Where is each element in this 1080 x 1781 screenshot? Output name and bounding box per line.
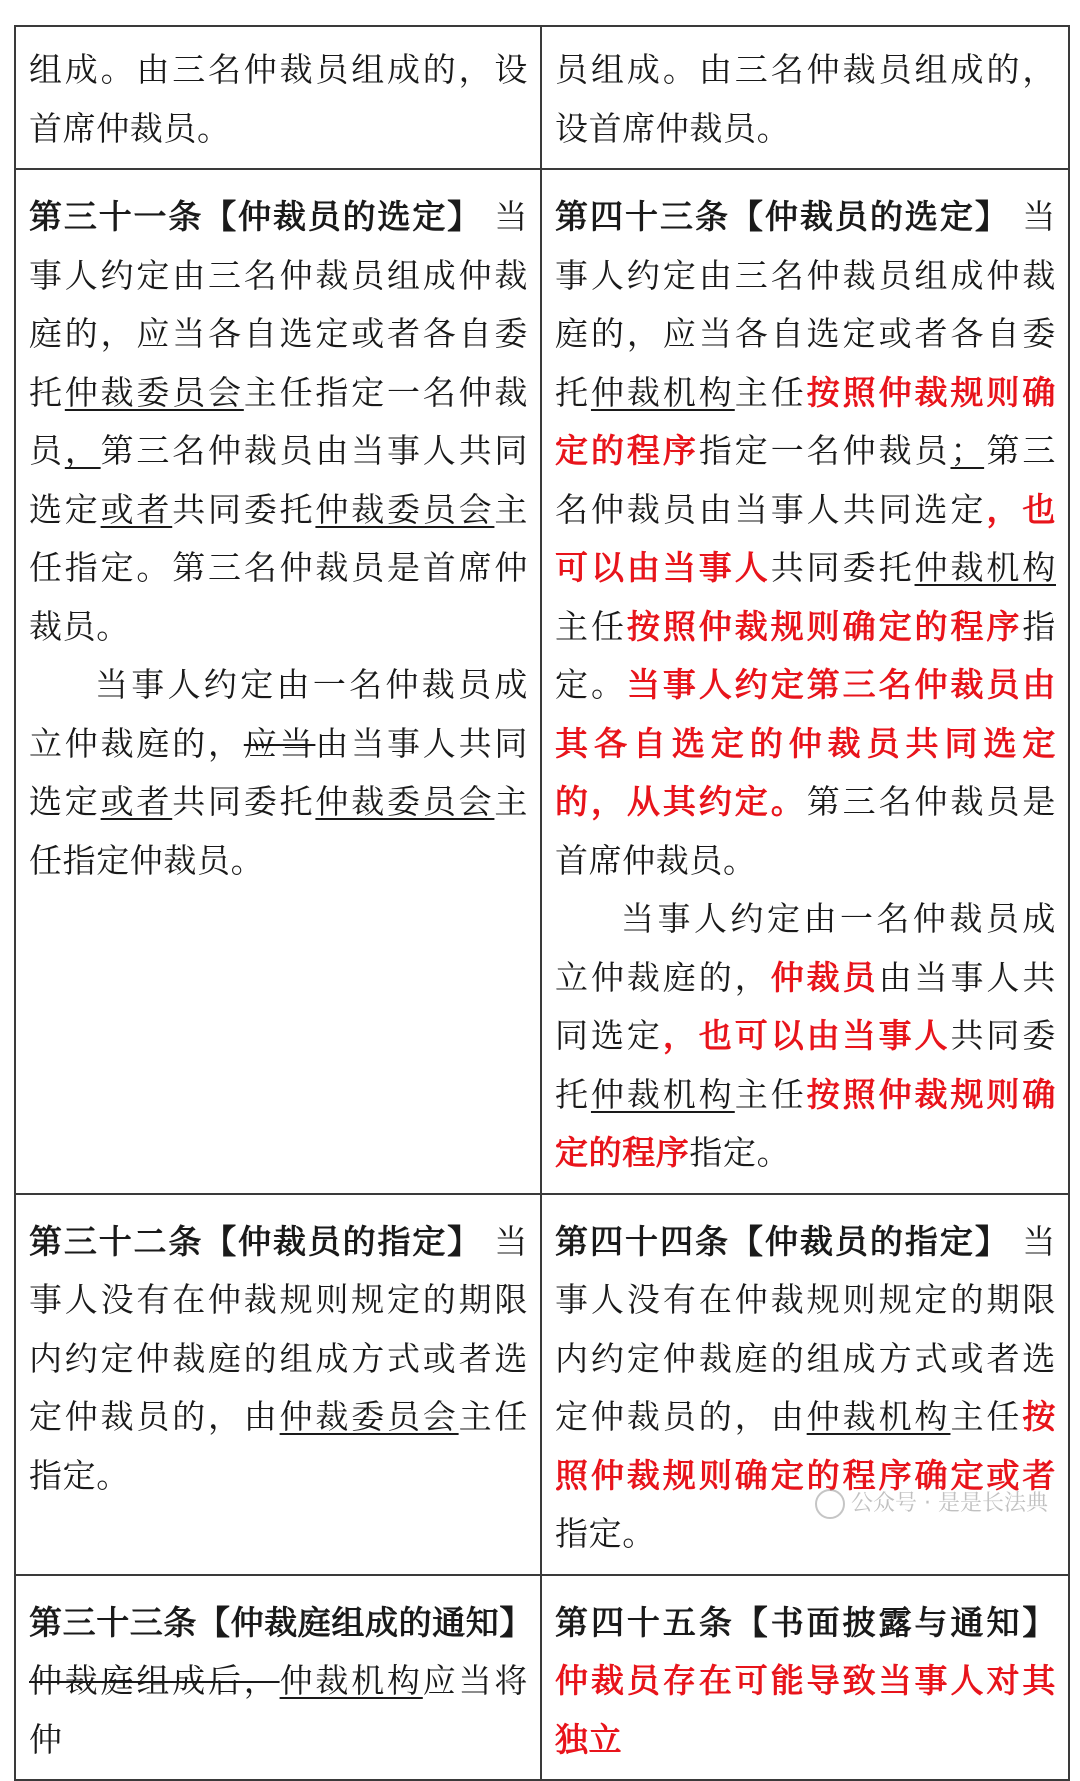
table-row <box>15 1575 1069 1781</box>
old-law-cell <box>15 1194 541 1575</box>
article-heading: 第四十五条【书面披露与通知】 <box>555 1602 1056 1642</box>
text: 主任指定仲裁员。 <box>29 782 529 880</box>
text: 当事人约定由三名仲裁员组成仲裁庭的，应当各自选定或者各自委托 <box>555 197 1056 412</box>
deleted-text: 仲裁庭组成后， <box>29 1661 280 1700</box>
article-heading: 第三十三条【仲裁庭组成的通知】 <box>29 1602 533 1642</box>
text: 由当事人共同选定 <box>555 957 1056 1055</box>
text: 当事人约定由一名仲裁员成立仲裁庭的， <box>29 665 528 763</box>
paragraph <box>555 890 1056 1183</box>
added-text: ，也可以由当事人 <box>662 1016 951 1055</box>
text: 共同委托 <box>770 548 915 587</box>
old-law-cell <box>15 1575 541 1781</box>
article-heading: 第四十三条【仲裁员的选定】 <box>555 197 1010 236</box>
underlined-text: 或者 <box>100 782 173 821</box>
added-text: 按照仲裁规则确定的程序 <box>626 606 1023 646</box>
text: 指定。 <box>689 1133 791 1172</box>
table-row <box>15 26 1069 169</box>
text: 当事人约定由一名仲裁员成立仲裁庭的， <box>555 899 1056 997</box>
underlined-text: 仲裁委员会 <box>64 372 244 412</box>
text: 第三名仲裁员是首席仲裁员。 <box>555 782 1057 880</box>
added-text: 仲裁员存在可能导致当事人对其独立 <box>555 1661 1056 1759</box>
text: 主任指定一名仲裁员 <box>29 372 529 470</box>
wechat-icon <box>815 1489 845 1519</box>
watermark-text: 公众号 · 是是长法典 <box>851 1491 1048 1516</box>
new-law-cell <box>541 1575 1069 1781</box>
text: 共同委托 <box>555 1016 1056 1114</box>
new-law-cell <box>541 26 1069 169</box>
text: 第三名仲裁员由当事人共同选定 <box>555 431 1056 529</box>
text: 主任 <box>734 372 807 412</box>
article-heading: 第三十一条【仲裁员的选定】 <box>29 197 483 236</box>
text: 主任 <box>734 1074 807 1114</box>
underlined-text: 仲裁机构 <box>590 372 735 412</box>
cell-text: 员组成。由三名仲裁员组成的，设首席仲裁员。 <box>555 50 1056 148</box>
underlined-text: 仲裁机构 <box>590 1074 735 1114</box>
cell-text: 组成。由三名仲裁员组成的，设首席仲裁员。 <box>29 50 528 148</box>
added-text: 按照仲裁规则确定的程序 <box>555 1074 1056 1172</box>
paragraph <box>29 656 528 890</box>
added-text: 按照仲裁规则确定的程序 <box>555 372 1056 470</box>
text: 第三名仲裁员由当事人共同选定 <box>29 431 529 529</box>
text: 当事人没有在仲裁规则规定的期限内约定仲裁庭的组成方式或者选定仲裁员的，由 <box>29 1221 528 1436</box>
added-text: 按照仲裁规则确定的程序确定或者 <box>555 1397 1056 1495</box>
added-text: ，也可以由当事人 <box>555 489 1057 587</box>
text: 主任指定。第三名仲裁员是首席仲裁员。 <box>29 489 529 646</box>
old-law-cell <box>15 26 541 169</box>
text: 主任指定。 <box>29 1397 529 1495</box>
old-law-cell <box>15 169 541 1194</box>
new-law-cell <box>541 169 1069 1194</box>
table-row <box>15 169 1069 1194</box>
added-text: 仲裁员 <box>770 957 879 997</box>
text: 共同委托 <box>172 489 316 529</box>
underlined-text: ， <box>64 431 101 470</box>
underlined-text: ； <box>950 431 985 470</box>
underlined-text: 或者 <box>100 489 173 529</box>
text: 当事人没有在仲裁规则规定的期限内约定仲裁庭的组成方式或者选定仲裁员的，由 <box>555 1221 1056 1436</box>
underlined-text: 仲裁委员会 <box>315 782 495 821</box>
text: 当事人约定由三名仲裁员组成仲裁庭的，应当各自选定或者各自委托 <box>29 197 528 412</box>
underlined-text: 仲裁委员会 <box>279 1397 459 1436</box>
underlined-text: 仲裁委员会 <box>315 489 495 529</box>
underlined-text: 仲裁机构 <box>279 1661 423 1700</box>
text: 由当事人共同选定 <box>29 723 528 821</box>
article-heading: 第三十二条【仲裁员的指定】 <box>29 1221 483 1261</box>
text: 共同委托 <box>172 782 316 821</box>
text: 指定。 <box>555 1514 656 1553</box>
text: 指定。 <box>555 606 1056 704</box>
text: 指定一名仲裁员 <box>698 431 951 470</box>
text: 主任 <box>555 606 627 646</box>
text: 主任 <box>950 1397 1023 1436</box>
underlined-text: 仲裁机构 <box>914 548 1056 587</box>
underlined-text: 仲裁机构 <box>806 1397 951 1436</box>
added-text: 当事人约定第三名仲裁员由其各自选定的仲裁员共同选定的，从其约定。 <box>555 665 1057 821</box>
article-heading: 第四十四条【仲裁员的指定】 <box>555 1221 1010 1261</box>
text: 应当将仲 <box>29 1661 528 1759</box>
deleted-text: 应当 <box>243 723 316 763</box>
watermark <box>815 1486 1048 1519</box>
